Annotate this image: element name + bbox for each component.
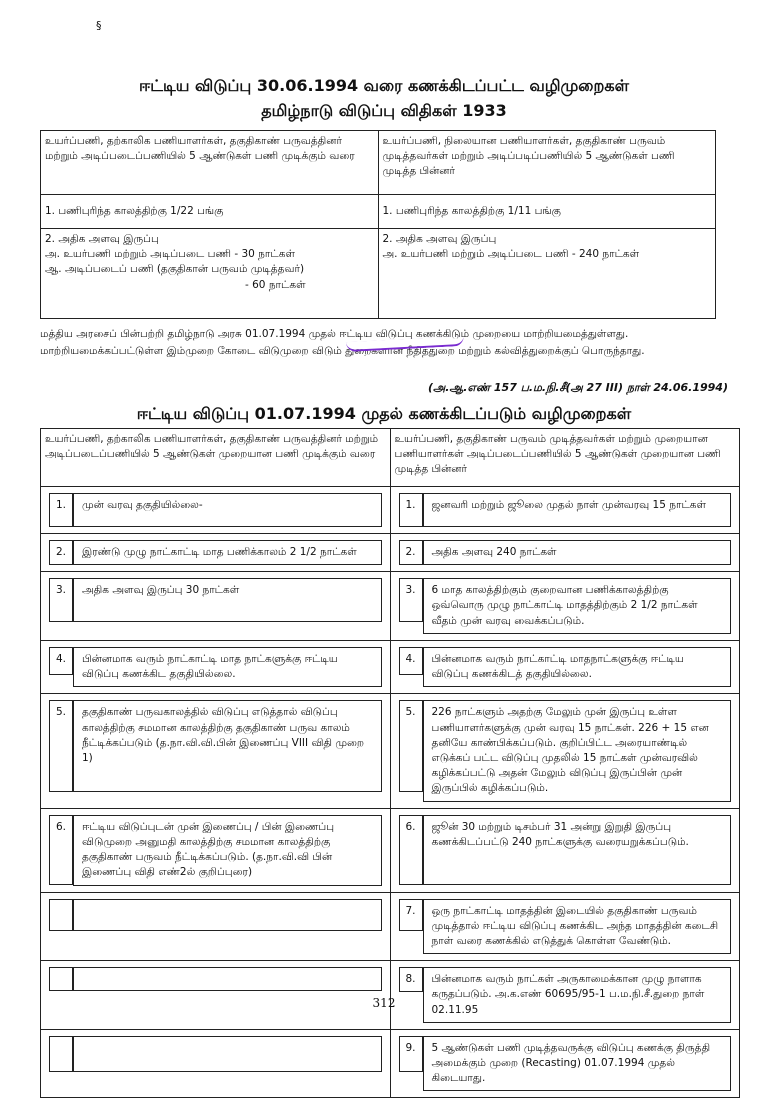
t1-header-right: உயர்ப்பணி, நிலையான பணியாளர்கள், தகுதிகாண் பருவம் முடித்தவர்கள் மற்றும் அடிப்படிப்பணியில் 5 ஆண்டுகள் பணி முடித்த பின்னர்	[378, 131, 716, 195]
t2-item-number: 9.	[399, 1036, 423, 1072]
t2-cell-right	[390, 487, 740, 534]
t1-header-left: உயர்ப்பணி, தற்காலிக பணியாளர்கள், தகுதிகாண் பருவத்தினர் மற்றும் அடிப்படைப்பணியில் 5 ஆண்டுகள் பணி முடிக்கும் வரை	[41, 131, 379, 195]
t2-item-number: 8.	[399, 967, 423, 992]
t2-item-number: 1.	[399, 493, 423, 527]
t2-row	[41, 534, 740, 572]
t1-row1-right: 1. பணிபுரிந்த காலத்திற்கு 1/11 பங்கு	[378, 195, 716, 229]
t2-item-number: 5.	[399, 700, 423, 792]
t2-cell-left	[41, 534, 391, 572]
title-rules: தமிழ்நாடு விடுப்பு விதிகள் 1933	[261, 101, 507, 120]
t1-row2-right-a: 2. அதிக அளவு இருப்பு	[382, 233, 497, 245]
t2-cell-wrap	[41, 1030, 390, 1078]
t1-row2-left-b: அ. உயர்பணி மற்றும் அடிப்படை பணி - 30 நாட்கள்	[45, 248, 295, 261]
t2-header-right: உயர்ப்பணி, தகுதிகாண் பருவம் முடித்தவர்கள் மற்றும் முறையான பணியாளர்கள் அடிப்படைப்பணியில் 5 ஆண்டுகள் முறையான பணி முடித்த பின்னர்	[390, 429, 740, 487]
t2-cell-left	[41, 487, 391, 534]
t1-row2-left	[41, 229, 379, 319]
t2-row	[41, 640, 740, 693]
table-old-rules	[40, 130, 716, 319]
t2-cell-wrap	[41, 487, 390, 533]
t2-cell-wrap	[41, 961, 390, 997]
t2-item-text: இரண்டு முழு நாட்காட்டி மாத பணிக்காலம் 2 1/2 நாட்கள்	[73, 540, 382, 565]
corner-mark: §	[96, 19, 102, 32]
t2-item-text: அதிக அளவு 240 நாட்கள்	[423, 540, 732, 565]
t2-item-text	[73, 1036, 382, 1072]
t2-row	[41, 961, 740, 1030]
t2-item-text: பின்னமாக வரும் நாட்காட்டி மாத நாட்களுக்கு ஈட்டிய விடுப்பு கணக்கிட தகுதியில்லை.	[73, 647, 382, 687]
t2-item-number: 1.	[49, 493, 73, 527]
t2-cell-wrap	[391, 893, 740, 961]
t2-cell-wrap	[391, 694, 740, 807]
t2-cell-wrap	[41, 694, 390, 798]
reference-note: (அ.ஆ.எண் 157 ப.ம.நி.சீ(அ 27 III) நாள் 24.06.1994)	[427, 381, 728, 394]
t2-cell-wrap	[391, 1030, 740, 1098]
t2-item-number	[49, 967, 73, 991]
t1-row2-left-d: - 60 நாட்கள்	[245, 278, 306, 291]
t1-row2-left-a: 2. அதிக அளவு இருப்பு	[45, 233, 159, 245]
t1-row1-left: 1. பணிபுரிந்த காலத்திற்கு 1/22 பங்கு	[41, 195, 379, 229]
t2-cell-wrap	[391, 572, 740, 640]
t2-cell-right	[390, 961, 740, 1030]
t2-cell-left	[41, 572, 391, 641]
t1-row2-left-c: ஆ. அடிப்படைப் பணி (தகுதிகான் பருவம் முடித்தவர்)	[45, 263, 305, 276]
t2-item-text: ஜூன் 30 மற்றும் டிசம்பர் 31 அன்று இறுதி இருப்பு கணக்கிடப்பட்டு 240 நாட்களுக்கு வரையறுக்கப்படும்.	[423, 815, 732, 885]
t2-cell-right	[390, 640, 740, 693]
t2-item-text: தகுதிகாண் பருவகாலத்தில் விடுப்பு எடுத்தால் விடுப்பு காலத்திற்கு சமமான காலத்திற்கு தகுதிகாண் பருவ காலம் நீட்டிக்கப்படும் (த.நா.வி.வி.பின் இணைப்பு VIII விதி முறை 1)	[73, 700, 382, 792]
t1-row2-right-b: அ. உயர்பணி மற்றும் அடிப்படை பணி - 240 நாட்கள்	[382, 248, 640, 261]
t2-item-number: 3.	[399, 578, 423, 622]
t2-item-number: 5.	[49, 700, 73, 792]
t2-cell-right	[390, 892, 740, 961]
t2-cell-wrap	[41, 641, 390, 693]
t2-item-number: 6.	[399, 815, 423, 885]
t2-cell-right	[390, 808, 740, 892]
t2-cell-wrap	[391, 487, 740, 533]
t2-cell-left	[41, 694, 391, 808]
t2-item-text: பின்னமாக வரும் நாட்காட்டி மாதநாட்களுக்கு ஈட்டிய விடுப்பு கணக்கிடத் தகுதியில்லை.	[423, 647, 732, 687]
t2-item-text: ஒரு நாட்காட்டி மாதத்தின் இடையில் தகுதிகாண் பருவம் முடித்தால் ஈட்டிய விடுப்பு கணக்கிட அந்த மாதத்தின் கடைசி நாள் வரை கணக்கில் எடுத்துக் கொள்ள வேண்டும்.	[423, 899, 732, 955]
t2-row	[41, 808, 740, 892]
t2-item-text	[73, 899, 382, 931]
t2-cell-left	[41, 808, 391, 892]
t2-cell-wrap	[41, 534, 390, 571]
t2-cell-left	[41, 1029, 391, 1098]
t2-cell-wrap	[391, 961, 740, 1029]
t2-cell-wrap	[391, 534, 740, 571]
title-new-method: ஈட்டிய விடுப்பு 01.07.1994 முதல் கணக்கிடப்படும் வழிமுறைகள்	[136, 404, 632, 423]
t2-item-number: 4.	[49, 647, 73, 675]
t2-row	[41, 487, 740, 534]
t2-cell-left	[41, 892, 391, 961]
t2-item-text: ஈட்டிய விடுப்புடன் முன் இணைப்பு / பின் இணைப்பு விடுமுறை அனுமதி காலத்திற்கு சமமான காலத்திற்கு தகுதிகாண் பருவம் நீட்டிக்கப்படும். (த.நா.வி.வி பின் இணைப்பு விதி எண்2ல் குறிப்புரை)	[73, 815, 382, 886]
t2-item-text: முன் வரவு தகுதியில்லை-	[73, 493, 382, 527]
t2-item-text: 226 நாட்களும் அதற்கு மேலும் முன் இருப்பு உள்ள பணியாளர்களுக்கு முன் வரவு 15 நாட்கள். 226 + 15 என தனியே காண்பிக்கப்படும். குறிப்பிட்ட அரையாண்டில் எடுக்கப் பட்ட விடுப்பு முதலில் 15 நாட்கள் முன்வரவில் கழிக்கப்பட்டு அதன் மேலும் விடுப்பு இருப்பின் முன் இருப்பில் கழிக்கப்படும்.	[423, 700, 732, 801]
intro-paragraph: மத்திய அரசைப் பின்பற்றி தமிழ்நாடு அரசு 01.07.1994 முதல் ஈட்டிய விடுப்பு கணக்கிடும் முறையை மாற்றியமைத்துள்ளது. மாற்றியமைக்கப்பட்டுள்ள இம்முறை கோடை விடுமுறை விடும் துறைகளான நீதித்துறை மற்றும் கல்வித்துறைக்குப் பொருந்தாது.	[40, 328, 645, 357]
t2-cell-left	[41, 961, 391, 1030]
t2-item-text	[73, 967, 382, 991]
t2-item-number: 2.	[49, 540, 73, 565]
t2-row	[41, 694, 740, 808]
t2-item-number: 4.	[399, 647, 423, 675]
t2-row	[41, 572, 740, 641]
t2-row	[41, 892, 740, 961]
t2-cell-right	[390, 534, 740, 572]
t2-item-text: 6 மாத காலத்திற்கும் குறைவான பணிக்காலத்திற்கு ஒவ்வொரு முழு நாட்காட்டி மாதத்திற்கும் 2 1/2 நாட்கள் வீதம் முன் வரவு வைக்கப்படும்.	[423, 578, 732, 634]
page-number: 312	[372, 996, 396, 1010]
title-main: ஈட்டிய விடுப்பு 30.06.1994 வரை கணக்கிடப்பட்ட வழிமுறைகள்	[138, 76, 630, 95]
t2-cell-right	[390, 1029, 740, 1098]
t1-row2-right	[378, 229, 716, 319]
t2-item-number: 2.	[399, 540, 423, 565]
t2-cell-wrap	[41, 572, 390, 628]
t2-item-text: 5 ஆண்டுகள் பணி முடித்தவருக்கு விடுப்பு கணக்கு திருத்தி அமைக்கும் முறை (Recasting) 01.07.1994 முதல் கிடையாது.	[423, 1036, 732, 1092]
t2-item-number: 7.	[399, 899, 423, 931]
t2-cell-right	[390, 694, 740, 808]
t2-cell-wrap	[41, 893, 390, 937]
t2-cell-wrap	[391, 641, 740, 693]
t2-item-text: பின்னமாக வரும் நாட்கள் அருகாமைக்கான முழு நாளாக கருதப்படும். அ.க.எண் 60695/95-1 ப.ம.நி.சீ.துறை நாள் 02.11.95	[423, 967, 732, 1023]
t2-item-text: அதிக அளவு இருப்பு 30 நாட்கள்	[73, 578, 382, 622]
t2-cell-left	[41, 640, 391, 693]
t2-cell-wrap	[41, 809, 390, 892]
t2-item-number	[49, 1036, 73, 1072]
t2-row	[41, 1029, 740, 1098]
t2-item-number: 3.	[49, 578, 73, 622]
t2-item-number: 6.	[49, 815, 73, 885]
t2-cell-right	[390, 572, 740, 641]
t2-item-text: ஜனவரி மற்றும் ஜூலை முதல் நாள் முன்வரவு 15 நாட்கள்	[423, 493, 732, 527]
t2-cell-wrap	[391, 809, 740, 891]
t2-item-number	[49, 899, 73, 931]
t2-header-left: உயர்ப்பணி, தற்காலிக பணியாளர்கள், தகுதிகாண் பருவத்தினர் மற்றும் அடிப்படைப்பணியில் 5 ஆண்டுகள் முறையான பணி முடிக்கும் வரை	[41, 429, 391, 487]
